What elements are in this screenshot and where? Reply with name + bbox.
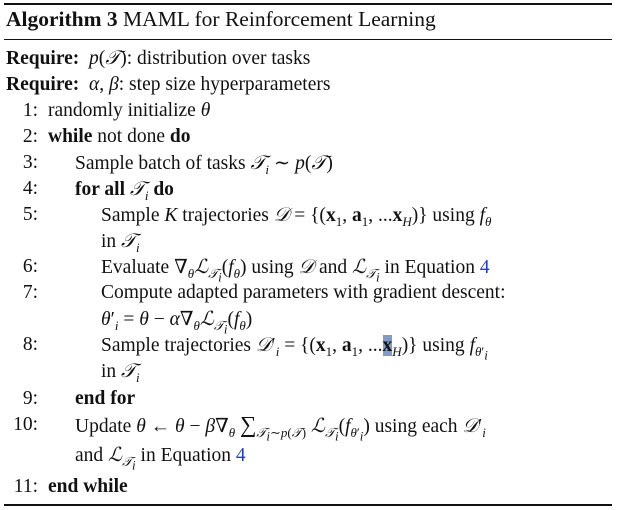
require-line-2: Require: α, β: step size hyperparameters (6, 74, 331, 95)
do-keyword: do (153, 179, 174, 200)
step-1: 1: randomly initialize θ (0, 98, 619, 124)
step-2 (0, 124, 619, 150)
end-while-keyword: end while (48, 476, 128, 497)
step-9 (0, 386, 619, 412)
top-rule (4, 3, 612, 5)
step-5: 5: Sample K trajectories 𝒟 = {($x_1$, $a_1$, $...x_H$)} using $f_\theta$ (0, 202, 619, 228)
step-text: not done (92, 126, 170, 147)
algorithm-name: MAML for Reinforcement Learning (123, 7, 436, 31)
step-10: 10: Update θ ← $\theta - \beta\nabla_\theta$ $\sum_{𝒯_i\sim p(𝒯)}$ $ℒ_{𝒯_i}(f_{\theta'_i})$ using each $𝒟'_i$ (0, 412, 619, 438)
line-number: 9: (22, 388, 38, 409)
algorithm-title (6, 7, 436, 32)
require-line-1: Require: p(𝒯): distribution over tasks (6, 46, 311, 69)
step-10-cont: and ℒ$_{𝒯_i}$ in Equation 4 (75, 443, 246, 473)
step-11 (0, 474, 619, 500)
step-7-cont: $\theta'_i = \theta$ − $\alpha\nabla_\theta ℒ_{𝒯_i}(f_\theta)$ (101, 307, 253, 337)
step-6: 6: Evaluate $\nabla_\theta ℒ_{𝒯_i}(f_\theta)$ using 𝒟 and ℒ$_{𝒯_i}$ in Equation 4 (0, 254, 619, 280)
step-8: 8: Sample trajectories $𝒟'_i = \{(x_1$, $a_1$, $...x_H$)} using $f_{\theta'_i}$ (0, 332, 619, 358)
line-number: 2: (22, 126, 38, 147)
step-3: 3: Sample batch of tasks 𝒯$_i$ ∼ p(𝒯) (0, 150, 619, 176)
algorithm-label: Algorithm 3 (6, 7, 118, 31)
equation-ref-link[interactable]: 4 (479, 257, 490, 278)
line-number: 4: (22, 178, 38, 199)
line-number: 1: (22, 100, 38, 121)
bottom-rule (4, 504, 612, 506)
require-keyword: Require: (6, 74, 80, 95)
step-4: 4: for all 𝒯$_i$ do (0, 176, 619, 202)
step-7 (0, 280, 619, 306)
line-number: 6: (22, 256, 38, 277)
header-rule (4, 39, 612, 40)
step-5-cont: in 𝒯$_i$ (101, 229, 140, 255)
for-all-keyword: for all (75, 179, 126, 200)
do-keyword: do (169, 126, 191, 147)
equation-ref-link[interactable]: 4 (235, 445, 246, 466)
step-text: Compute adapted parameters with gradient descent: (101, 282, 506, 303)
require-keyword: Require: (6, 48, 80, 69)
line-number: 7: (22, 282, 38, 303)
line-number: 10: (13, 414, 38, 435)
end-for-keyword: end for (75, 388, 136, 409)
line-number: 5: (22, 204, 38, 225)
while-keyword: while (48, 126, 93, 147)
step-8-cont: in 𝒯$_i$ (101, 359, 140, 385)
line-number: 3: (22, 152, 38, 173)
line-number: 11: (13, 476, 38, 497)
line-number: 8: (22, 334, 38, 355)
